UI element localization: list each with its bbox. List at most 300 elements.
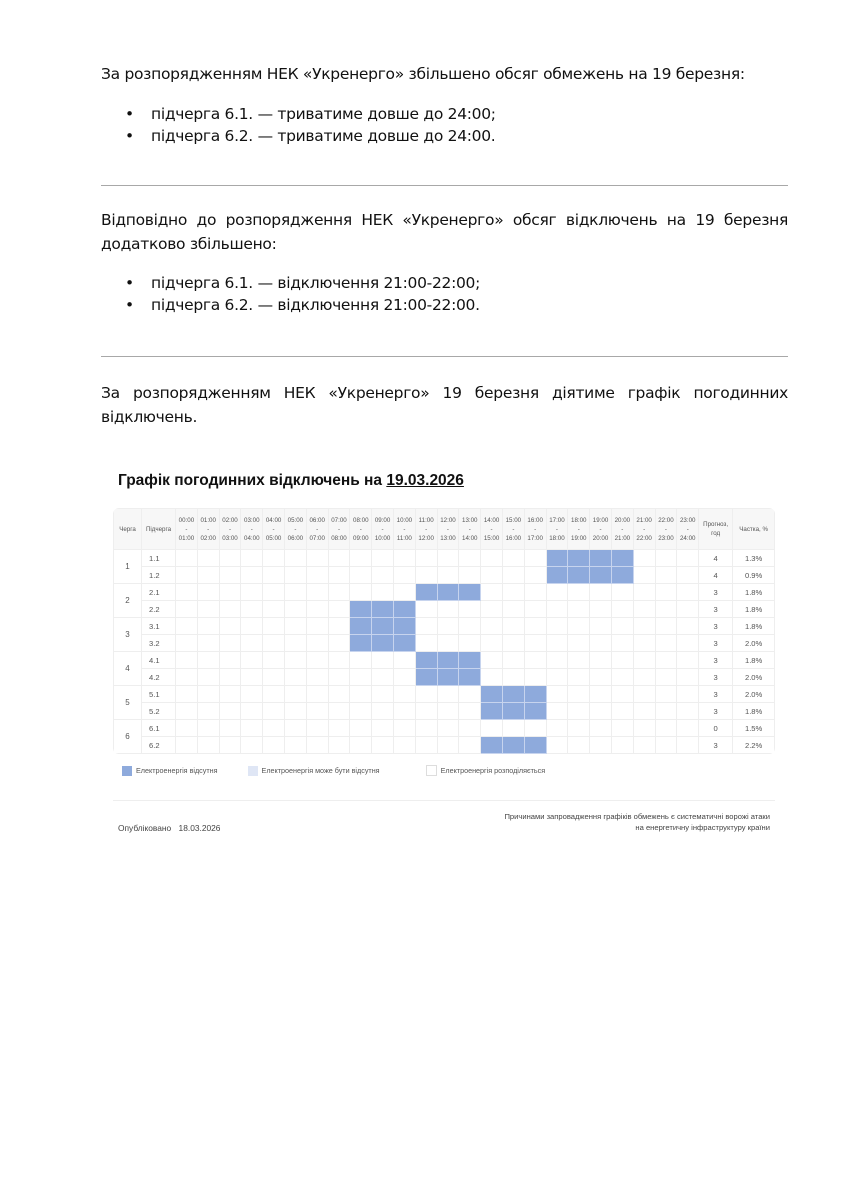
hour-cell-on: [197, 601, 219, 618]
share-cell: 2.0%: [733, 686, 775, 703]
hour-cell-on: [633, 618, 655, 635]
hour-cell-on: [611, 686, 633, 703]
hour-cell-on: [655, 550, 677, 567]
hour-cell-on: [415, 618, 437, 635]
hour-cell-on: [393, 584, 415, 601]
hour-to: 20:00: [592, 534, 609, 542]
hour-cell-off: [393, 635, 415, 652]
queue-cell: 2: [114, 584, 142, 618]
subqueue-cell: 3.1: [142, 618, 176, 635]
hour-cell-on: [350, 567, 372, 584]
hour-cell-on: [524, 669, 546, 686]
hour-cell-on: [176, 601, 198, 618]
hour-cell-on: [350, 550, 372, 567]
header-hour: [459, 509, 481, 550]
announcement-1-text: За розпорядженням НЕК «Укренерго» збільшено обсяг обмежень на 19 березня:: [101, 65, 745, 83]
hour-cell-on: [176, 635, 198, 652]
hour-cell-on: [437, 567, 459, 584]
hour-cell-on: [633, 720, 655, 737]
hour-dash: -: [555, 525, 558, 533]
hour-to: 14:00: [462, 534, 478, 542]
forecast-cell: 0: [699, 720, 733, 737]
table-row: [114, 686, 775, 703]
hour-dash: -: [403, 525, 406, 533]
hour-cell-on: [219, 567, 241, 584]
table-row: [114, 550, 775, 567]
queue-cell: 6: [114, 720, 142, 754]
hour-cell-on: [677, 686, 699, 703]
hour-cell-on: [350, 669, 372, 686]
subqueue-cell: 5.1: [142, 686, 176, 703]
hour-cell-on: [219, 669, 241, 686]
hour-cell-on: [176, 737, 198, 754]
forecast-cell: 4: [699, 550, 733, 567]
hour-cell-on: [306, 635, 328, 652]
hour-cell-on: [590, 584, 612, 601]
reason-line-2: на енергетичну інфраструктуру країни: [635, 823, 770, 832]
table-row: [114, 720, 775, 737]
header-hour: [677, 509, 699, 550]
hour-cell-on: [197, 567, 219, 584]
hour-cell-off: [459, 652, 481, 669]
subqueue-cell: 1.1: [142, 550, 176, 567]
header-hour: [197, 509, 219, 550]
hour-cell-on: [219, 601, 241, 618]
share-cell: 2.2%: [733, 737, 775, 754]
header-hour: [328, 509, 350, 550]
hour-dash: -: [228, 525, 232, 533]
share-cell: 1.8%: [733, 601, 775, 618]
hour-cell-on: [284, 567, 306, 584]
header-hour: [415, 509, 437, 550]
hour-from: 18:00: [571, 516, 587, 524]
schedule-title: [118, 472, 464, 490]
header-share: Частка, %: [733, 509, 775, 550]
reason-line-1: Причинами запровадження графіків обмежень є систематичні ворожі атаки: [504, 812, 770, 821]
hour-cell-on: [546, 737, 568, 754]
hour-cell-on: [393, 567, 415, 584]
table-row: [114, 584, 775, 601]
hour-cell-on: [284, 669, 306, 686]
share-cell: 1.8%: [733, 584, 775, 601]
hour-from: 13:00: [462, 516, 478, 524]
hour-cell-on: [328, 550, 350, 567]
hour-cell-on: [372, 669, 394, 686]
hour-cell-on: [219, 584, 241, 601]
hour-cell-on: [524, 601, 546, 618]
share-cell: 1.3%: [733, 550, 775, 567]
hour-cell-off: [524, 686, 546, 703]
hour-to: 15:00: [483, 534, 500, 542]
hour-cell-on: [328, 635, 350, 652]
subqueue-cell: 6.2: [142, 737, 176, 754]
hour-cell-on: [437, 635, 459, 652]
header-hour: [633, 509, 655, 550]
hour-cell-on: [590, 720, 612, 737]
hour-cell-off: [524, 737, 546, 754]
hour-from: 08:00: [353, 516, 369, 524]
announcement-2-text: Відповідно до розпорядження НЕК «Укренерго» обсяг відключень на 19 березня додатково збільшено:: [101, 211, 788, 253]
hour-cell-on: [546, 635, 568, 652]
hour-cell-on: [372, 584, 394, 601]
hour-cell-on: [677, 567, 699, 584]
hour-cell-on: [546, 703, 568, 720]
hour-cell-off: [393, 601, 415, 618]
header-hour: [350, 509, 372, 550]
hour-cell-on: [415, 601, 437, 618]
legend-swatch-off: [122, 766, 132, 776]
hour-cell-on: [459, 567, 481, 584]
hour-cell-on: [350, 720, 372, 737]
forecast-cell: 3: [699, 669, 733, 686]
hour-cell-on: [590, 601, 612, 618]
hour-cell-off: [481, 703, 503, 720]
subqueue-cell: 2.1: [142, 584, 176, 601]
hour-cell-on: [437, 703, 459, 720]
hour-cell-on: [481, 618, 503, 635]
forecast-cell: 3: [699, 737, 733, 754]
hour-cell-off: [415, 584, 437, 601]
hour-to: 03:00: [222, 534, 238, 542]
hour-cell-on: [176, 550, 198, 567]
hour-to: 23:00: [658, 534, 674, 542]
share-cell: 0.9%: [733, 567, 775, 584]
hour-from: 11:00: [418, 516, 434, 524]
hour-cell-on: [241, 550, 263, 567]
hour-cell-on: [568, 584, 590, 601]
hour-dash: -: [381, 525, 384, 533]
hour-cell-on: [655, 686, 677, 703]
hour-cell-on: [328, 669, 350, 686]
hour-cell-on: [284, 703, 306, 720]
hour-cell-on: [633, 669, 655, 686]
hour-to: 21:00: [614, 534, 631, 542]
header-hour: [590, 509, 612, 550]
hour-cell-on: [350, 652, 372, 669]
hour-from: 04:00: [265, 516, 282, 524]
hour-cell-on: [502, 601, 524, 618]
hour-from: 16:00: [527, 516, 543, 524]
hour-cell-on: [546, 618, 568, 635]
forecast-cell: 3: [699, 703, 733, 720]
hour-cell-on: [372, 550, 394, 567]
hour-cell-on: [306, 601, 328, 618]
hour-cell-on: [328, 584, 350, 601]
hour-cell-on: [481, 669, 503, 686]
hour-cell-on: [546, 686, 568, 703]
hour-cell-off: [568, 550, 590, 567]
hour-cell-on: [568, 635, 590, 652]
header-forecast: Прогноз, год: [699, 509, 733, 550]
hour-cell-on: [633, 567, 655, 584]
hour-cell-on: [481, 720, 503, 737]
hour-cell-on: [306, 550, 328, 567]
hour-from: 01:00: [200, 516, 216, 524]
hour-cell-on: [655, 703, 677, 720]
hour-cell-on: [241, 669, 263, 686]
hour-cell-on: [568, 686, 590, 703]
hour-cell-on: [197, 618, 219, 635]
hour-cell-on: [197, 669, 219, 686]
hour-dash: -: [534, 525, 537, 533]
hour-cell-on: [306, 567, 328, 584]
hour-cell-on: [568, 652, 590, 669]
announcement-3-text: За розпорядженням НЕК «Укренерго» 19 березня діятиме графік погодинних відключень.: [101, 384, 788, 426]
hour-cell-on: [590, 669, 612, 686]
header-hour: [437, 509, 459, 550]
hour-from: 05:00: [287, 516, 304, 524]
header-hour: [219, 509, 241, 550]
hour-cell-on: [219, 686, 241, 703]
hour-cell-off: [437, 584, 459, 601]
table-row: [114, 737, 775, 754]
hour-cell-on: [677, 737, 699, 754]
hour-cell-on: [415, 635, 437, 652]
hour-cell-on: [677, 635, 699, 652]
hour-cell-on: [263, 584, 285, 601]
hour-cell-on: [328, 720, 350, 737]
hour-cell-on: [263, 737, 285, 754]
hour-cell-on: [437, 601, 459, 618]
hour-cell-on: [372, 737, 394, 754]
hour-cell-on: [241, 584, 263, 601]
hour-dash: -: [185, 525, 188, 533]
hour-cell-on: [546, 669, 568, 686]
hour-cell-on: [176, 703, 198, 720]
hour-cell-on: [197, 652, 219, 669]
hour-cell-on: [197, 737, 219, 754]
hour-cell-on: [633, 635, 655, 652]
hour-cell-on: [677, 601, 699, 618]
hour-cell-on: [197, 550, 219, 567]
hour-cell-on: [393, 550, 415, 567]
hour-cell-on: [611, 601, 633, 618]
hour-cell-on: [633, 686, 655, 703]
hour-cell-on: [306, 669, 328, 686]
divider: [101, 356, 788, 357]
hour-cell-on: [263, 669, 285, 686]
share-cell: 2.0%: [733, 635, 775, 652]
header-hour: [306, 509, 328, 550]
forecast-cell: 3: [699, 601, 733, 618]
hour-cell-on: [437, 720, 459, 737]
hour-cell-off: [459, 584, 481, 601]
schedule-table: [113, 508, 775, 754]
hour-cell-on: [459, 635, 481, 652]
hour-cell-on: [306, 720, 328, 737]
hour-cell-on: [350, 703, 372, 720]
hour-cell-on: [633, 550, 655, 567]
hour-cell-on: [502, 618, 524, 635]
hour-cell-on: [524, 652, 546, 669]
hour-cell-on: [241, 686, 263, 703]
legend: [122, 765, 573, 776]
hour-cell-on: [328, 601, 350, 618]
hour-cell-on: [568, 601, 590, 618]
hour-cell-on: [568, 669, 590, 686]
legend-label: Електроенергія розподіляється: [440, 766, 546, 775]
hour-to: 08:00: [331, 534, 347, 542]
legend-swatch-on: [426, 765, 437, 776]
hour-cell-on: [350, 737, 372, 754]
hour-dash: -: [207, 525, 210, 533]
hour-from: 10:00: [396, 516, 413, 524]
hour-cell-on: [481, 584, 503, 601]
hour-cell-on: [655, 737, 677, 754]
hour-cell-on: [524, 584, 546, 601]
hour-cell-off: [546, 567, 568, 584]
hour-cell-on: [546, 601, 568, 618]
hour-cell-on: [219, 703, 241, 720]
hour-cell-on: [677, 720, 699, 737]
hour-cell-on: [655, 652, 677, 669]
hour-cell-on: [415, 686, 437, 703]
hour-to: 10:00: [374, 534, 391, 542]
hour-cell-on: [306, 618, 328, 635]
hour-cell-off: [437, 669, 459, 686]
legend-item-maybe: [248, 766, 380, 776]
hour-to: 02:00: [200, 534, 216, 542]
hour-cell-on: [502, 720, 524, 737]
table-row: [114, 652, 775, 669]
hour-cell-on: [459, 550, 481, 567]
hour-from: 02:00: [222, 516, 238, 524]
hour-cell-on: [502, 584, 524, 601]
schedule-title-prefix: Графік погодинних відключень на: [118, 472, 383, 489]
hour-cell-on: [611, 652, 633, 669]
hour-cell-on: [437, 618, 459, 635]
hour-cell-on: [306, 652, 328, 669]
hour-cell-on: [415, 550, 437, 567]
share-cell: 1.8%: [733, 703, 775, 720]
hour-cell-on: [176, 584, 198, 601]
hour-cell-off: [415, 669, 437, 686]
hour-dash: -: [250, 525, 253, 533]
announcement-1: [101, 62, 788, 147]
hour-dash: -: [468, 525, 471, 533]
table-header-row: [114, 509, 775, 550]
hour-cell-on: [284, 601, 306, 618]
hour-to: 24:00: [679, 534, 696, 542]
hour-cell-on: [263, 652, 285, 669]
hour-cell-on: [611, 720, 633, 737]
hour-cell-on: [328, 737, 350, 754]
hour-to: 19:00: [571, 534, 587, 542]
hour-cell-on: [459, 601, 481, 618]
hour-dash: -: [272, 525, 275, 533]
hour-dash: -: [577, 525, 580, 533]
hour-cell-on: [197, 703, 219, 720]
hour-cell-on: [611, 669, 633, 686]
hour-cell-on: [568, 720, 590, 737]
hour-cell-on: [219, 618, 241, 635]
hour-cell-on: [502, 669, 524, 686]
hour-cell-on: [415, 703, 437, 720]
hour-cell-on: [437, 550, 459, 567]
hour-cell-on: [393, 737, 415, 754]
hour-cell-off: [481, 686, 503, 703]
hour-cell-on: [590, 635, 612, 652]
hour-cell-on: [328, 567, 350, 584]
hour-cell-off: [372, 635, 394, 652]
hour-from: 21:00: [636, 516, 652, 524]
subqueue-cell: 3.2: [142, 635, 176, 652]
table-row: [114, 618, 775, 635]
hour-from: 03:00: [244, 516, 260, 524]
hour-cell-on: [284, 686, 306, 703]
hour-cell-on: [393, 720, 415, 737]
hour-cell-on: [176, 720, 198, 737]
hour-cell-on: [197, 635, 219, 652]
hour-cell-on: [284, 635, 306, 652]
hour-cell-off: [481, 737, 503, 754]
hour-cell-on: [306, 686, 328, 703]
hour-to: 05:00: [265, 534, 282, 542]
hour-from: 14:00: [483, 516, 500, 524]
hour-cell-on: [415, 737, 437, 754]
hour-cell-on: [655, 669, 677, 686]
hour-from: 23:00: [679, 516, 696, 524]
hour-cell-on: [372, 567, 394, 584]
hour-dash: -: [686, 525, 689, 533]
hour-cell-on: [241, 635, 263, 652]
hour-cell-on: [328, 703, 350, 720]
share-cell: 1.5%: [733, 720, 775, 737]
hour-cell-on: [284, 584, 306, 601]
published-info: [118, 823, 220, 833]
hour-dash: -: [512, 525, 515, 533]
hour-cell-off: [393, 618, 415, 635]
forecast-cell: 4: [699, 567, 733, 584]
share-cell: 1.8%: [733, 618, 775, 635]
hour-cell-on: [655, 584, 677, 601]
hour-cell-on: [263, 567, 285, 584]
hour-cell-on: [306, 584, 328, 601]
hour-cell-on: [677, 618, 699, 635]
header-hour: [481, 509, 503, 550]
hour-cell-on: [655, 720, 677, 737]
hour-cell-on: [241, 652, 263, 669]
hour-cell-on: [197, 686, 219, 703]
queue-cell: 3: [114, 618, 142, 652]
header-hour: [241, 509, 263, 550]
legend-item-off: [122, 766, 218, 776]
hour-cell-on: [176, 618, 198, 635]
hour-cell-on: [263, 720, 285, 737]
legend-label: Електроенергія може бути відсутня: [261, 766, 380, 775]
hour-cell-on: [350, 686, 372, 703]
hour-cell-on: [502, 550, 524, 567]
hour-cell-on: [219, 635, 241, 652]
announcement-3: [101, 381, 788, 429]
announcement-2-list: [101, 272, 788, 316]
hour-to: 07:00: [309, 534, 325, 542]
hour-cell-on: [633, 652, 655, 669]
hour-cell-on: [481, 567, 503, 584]
hour-cell-on: [306, 737, 328, 754]
hour-cell-on: [655, 567, 677, 584]
hour-to: 09:00: [353, 534, 369, 542]
hour-cell-on: [415, 720, 437, 737]
hour-to: 12:00: [418, 534, 434, 542]
hour-cell-off: [372, 618, 394, 635]
hour-from: 19:00: [592, 516, 609, 524]
hour-cell-off: [611, 550, 633, 567]
share-cell: 1.8%: [733, 652, 775, 669]
hour-cell-on: [502, 567, 524, 584]
hour-cell-on: [459, 737, 481, 754]
hour-cell-on: [241, 737, 263, 754]
